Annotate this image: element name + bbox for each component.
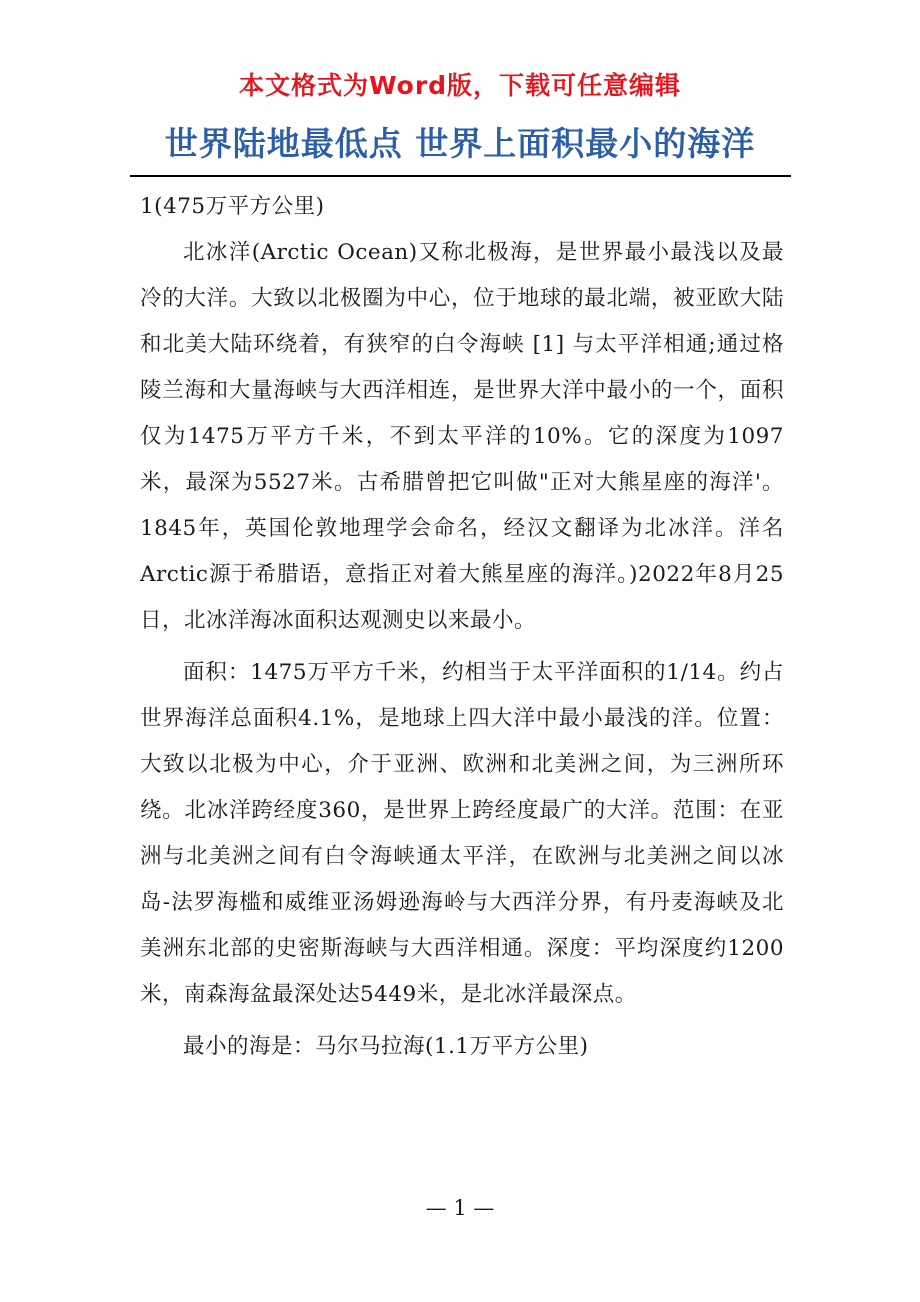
paragraph-smallest-sea: 最小的海是：马尔马拉海(1.1万平方公里) [183,1034,589,1059]
page-number: — 1 — [425,1196,495,1220]
format-notice-banner: 本文格式为Word版，下载可任意编辑 [238,71,682,100]
paragraph-arctic-facts: 面积：1475万平方千米，约相当于太平洋面积的1/14。约占世界海洋总面积4.1%，是地球上四大洋中最小最浅的洋。位置：大致以北极为中心，介于亚洲、欧洲和北美洲之间，为三洲所环绕。北冰洋跨经度360，是世界上跨经度最广的大洋。范围：在亚洲与北美洲之间有白令海峡通太平洋，在欧洲与北美洲之间以冰岛-法罗海槛和威维亚汤姆逊海岭与大西洋分界，有丹麦海峡及北美洲东北部的史密斯海峡与大西洋相通。深度：平均深度约1200米，南森海盆最深处达5449米，是北冰洋最深点。 [140,660,784,1007]
paragraph-arctic-intro: 北冰洋(Arctic Ocean)又称北极海，是世界最小最浅以及最冷的大洋。大致以北极圈为中心，位于地球的最北端，被亚欧大陆和北美大陆环绕着，有狭窄的白令海峡 [1] 与太平洋相通;通过格陵兰海和大量海峡与大西洋相连，是世界大洋中最小的一个，面积仅为1475万平方千米，不到太平洋的10%。它的深度为1097米，最深为5527米。古希腊曾把它叫做"正对大熊星座的海洋'。1845年，英国伦敦地理学会命名，经汉文翻译为北冰洋。洋名Arctic源于希腊语，意指正对着大熊星座的海洋。)2022年8月25日，北冰洋海冰面积达观测史以来最小。 [140,240,784,633]
document-title: 世界陆地最低点 世界上面积最小的海洋 [164,124,756,163]
title-divider [130,175,791,177]
paragraph-area-note: 1(475万平方公里) [140,194,325,219]
document-body [140,184,784,1070]
